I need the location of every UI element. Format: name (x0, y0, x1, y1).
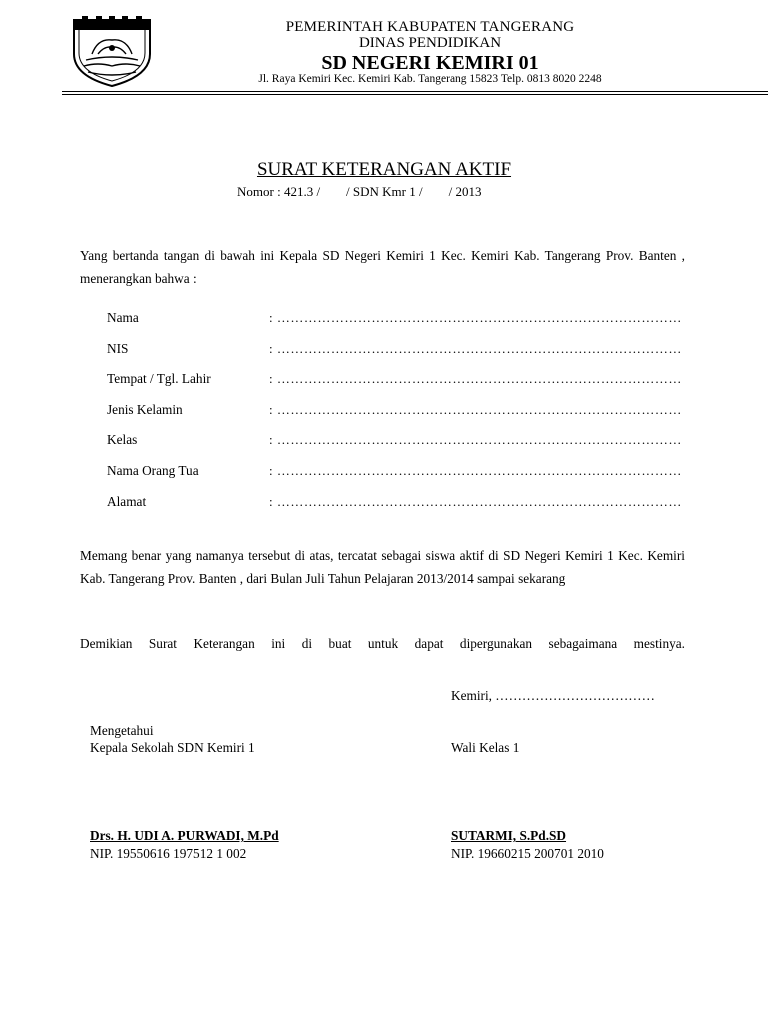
closing-paragraph: Demikian Surat Keterangan ini di buat untuk dapat dipergunakan sebagaimana mestinya. (80, 636, 685, 651)
letterhead-divider (62, 91, 768, 92)
field-value-tempat-tgl-lahir: : ……………………………………………………………………………… (269, 371, 682, 386)
field-value-nama: : ……………………………………………………………………………… (269, 310, 682, 325)
document-title: SURAT KETERANGAN AKTIF (256, 159, 512, 180)
homeroom-teacher-role: Wali Kelas 1 (451, 740, 520, 755)
document-title-wrap (0, 159, 768, 181)
school-address: Jl. Raya Kemiri Kec. Kemiri Kab. Tangerang 15823 Telp. 0813 8020 2248 (258, 73, 602, 85)
field-value-alamat: : ……………………………………………………………………………… (269, 494, 682, 509)
document-number: Nomor : 421.3 / / SDN Kmr 1 / / 2013 (237, 184, 482, 199)
teacher-nip: NIP. 19660215 200701 2010 (451, 846, 604, 861)
field-label-nama: Nama (107, 310, 139, 325)
field-label-nama-orang-tua: Nama Orang Tua (107, 463, 199, 478)
department-name: DINAS PENDIDIKAN (358, 35, 502, 51)
government-name: PEMERINTAH KABUPATEN TANGERANG (285, 19, 575, 35)
field-value-jenis-kelamin: : ……………………………………………………………………………… (269, 402, 682, 417)
place-date: Kemiri, ……………………………… (451, 688, 655, 703)
field-value-kelas: : ……………………………………………………………………………… (269, 432, 682, 447)
field-label-alamat: Alamat (107, 494, 147, 509)
field-value-nis: : ……………………………………………………………………………… (269, 341, 682, 356)
field-label-kelas: Kelas (107, 432, 138, 447)
field-label-tempat-tgl-lahir: Tempat / Tgl. Lahir (107, 371, 211, 386)
statement-paragraph: Memang benar yang namanya tersebut di atas, tercatat sebagai siswa aktif di SD Negeri Kemiri 1 Kec. Kemiri Kab. Tangerang Prov. Banten , dari Bulan Juli Tahun Pelajaran 2013/2014 sampai sekarang (80, 548, 685, 586)
school-name: SD NEGERI KEMIRI 01 (321, 52, 539, 74)
principal-nip: NIP. 19550616 197512 1 002 (90, 846, 247, 861)
intro-paragraph: Yang bertanda tangan di bawah ini Kepala SD Negeri Kemiri 1 Kec. Kemiri Kab. Tangerang Prov. Banten , menerangkan bahwa : (80, 248, 685, 286)
acknowledged-label: Mengetahui (90, 723, 154, 738)
teacher-name: SUTARMI, S.Pd.SD (451, 828, 567, 843)
field-value-nama-orang-tua: : ……………………………………………………………………………… (269, 463, 682, 478)
field-label-nis: NIS (107, 341, 129, 356)
kabupaten-tangerang-emblem-icon (68, 14, 156, 90)
field-label-jenis-kelamin: Jenis Kelamin (107, 402, 183, 417)
principal-role: Kepala Sekolah SDN Kemiri 1 (90, 740, 255, 755)
letterhead-divider-thin (62, 94, 768, 95)
principal-name: Drs. H. UDI A. PURWADI, M.Pd (90, 828, 279, 843)
